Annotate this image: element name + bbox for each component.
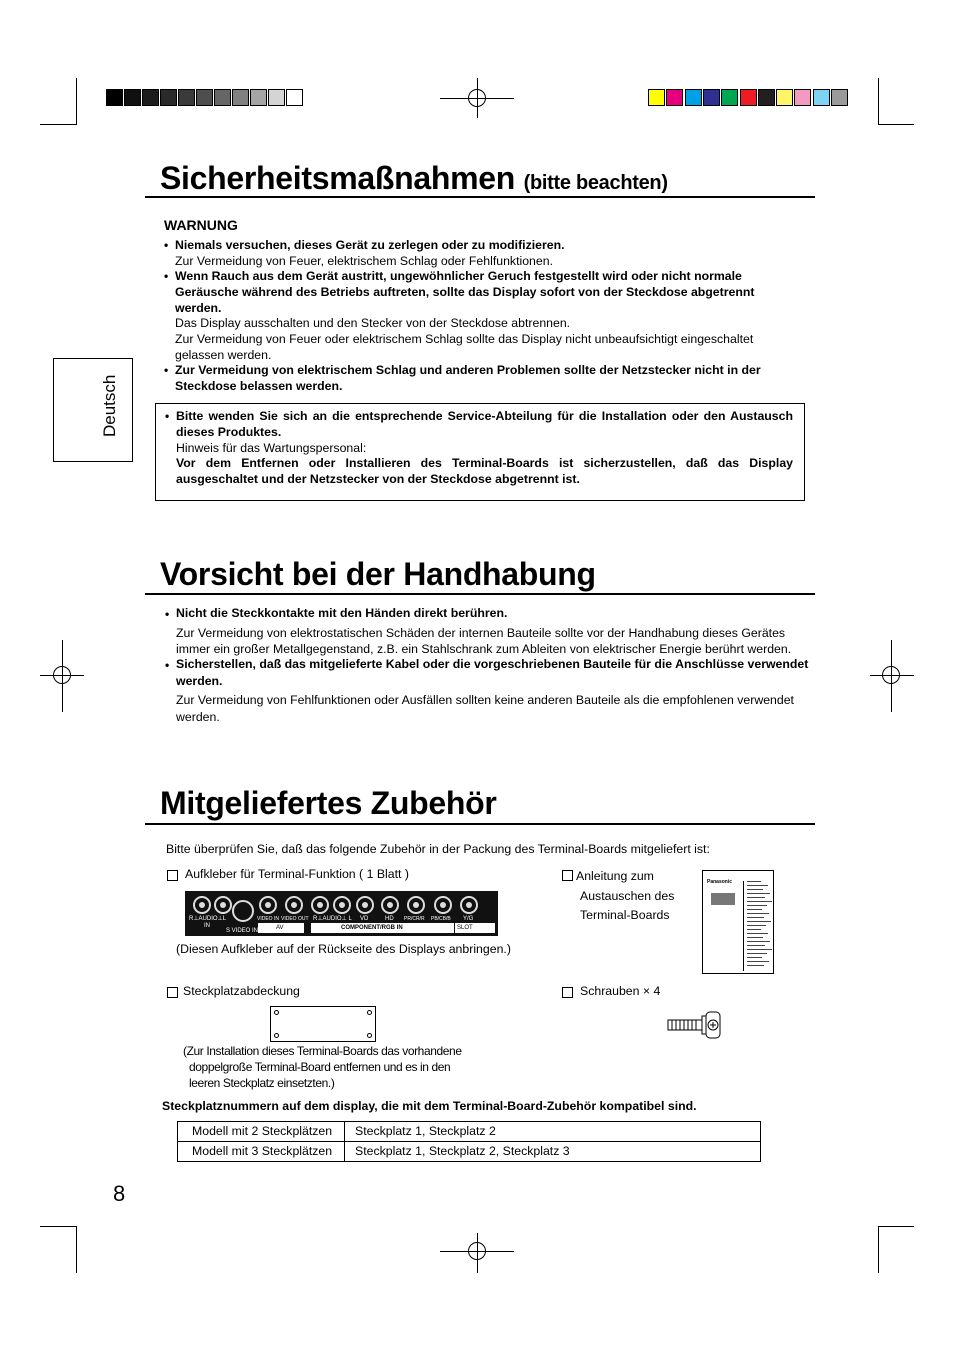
sticker-text: VIDEO OUT bbox=[281, 916, 309, 922]
manual-line bbox=[747, 925, 766, 926]
crop-mark bbox=[878, 1226, 879, 1273]
cover-label: Steckplatzabdeckung bbox=[183, 984, 300, 998]
manual-line bbox=[747, 937, 763, 938]
manual-line bbox=[747, 917, 764, 918]
terminal-sticker-image bbox=[185, 891, 498, 936]
manual-line bbox=[747, 901, 772, 902]
handling-item-2: Sicherstellen, daß das mitgelieferte Kabel oder die vorgeschriebenen Bauteile für die Anschlüsse verwendet werden. Zur Vermeidung von Fehlfunktionen oder Ausfällen sollten keine anderen Bauteile als die empfohlenen verwendet werden. bbox=[176, 657, 809, 724]
manual-line bbox=[747, 897, 765, 898]
sticker-text: S VIDEO IN bbox=[226, 928, 259, 934]
color-swatch bbox=[685, 89, 702, 106]
slot-cover-image bbox=[270, 1006, 376, 1042]
manual-line bbox=[747, 905, 767, 906]
crop-mark bbox=[76, 78, 77, 125]
sticker-text: PR/CR/R bbox=[404, 916, 425, 922]
warning-item-3: Zur Vermeidung von elektrischem Schlag und anderen Problemen sollte der Netzstecker nicht in der Steckdose belassen werden. bbox=[175, 363, 761, 393]
table-cell: Steckplatz 1, Steckplatz 2 bbox=[345, 1122, 761, 1142]
gray-swatch bbox=[214, 89, 231, 106]
gray-swatch bbox=[286, 89, 303, 106]
table-row bbox=[178, 1122, 761, 1142]
checkbox-cover bbox=[167, 987, 178, 998]
gray-swatch bbox=[160, 89, 177, 106]
table-cell: Steckplatz 1, Steckplatz 2, Steckplatz 3 bbox=[345, 1142, 761, 1162]
color-swatch bbox=[721, 89, 738, 106]
manual-line bbox=[747, 949, 772, 950]
manual-line bbox=[747, 885, 768, 886]
title-rule bbox=[145, 823, 815, 825]
warning-item-1: Niemals versuchen, dieses Gerät zu zerlegen oder zu modifizieren. Zur Vermeidung von Feuer, elektrischem Schlag oder Fehlfunktionen. bbox=[175, 238, 565, 268]
sticker-text: AV bbox=[276, 925, 284, 931]
sticker-label: Aufkleber für Terminal-Funktion ( 1 Blatt ) bbox=[185, 867, 409, 881]
manual-line bbox=[747, 893, 770, 894]
sticker-text: R⊥AUDIO⊥ L bbox=[313, 916, 352, 922]
gray-swatch bbox=[178, 89, 195, 106]
sticker-text: R⊥AUDIO⊥L bbox=[189, 916, 227, 922]
crop-mark bbox=[878, 1226, 914, 1227]
color-swatch bbox=[648, 89, 665, 106]
title-rule bbox=[145, 196, 815, 198]
language-tab-label: Deutsch bbox=[100, 374, 119, 437]
manual-line bbox=[747, 945, 765, 946]
manual-line bbox=[747, 929, 761, 930]
sticker-text: Y/G bbox=[463, 916, 474, 922]
gray-swatch bbox=[196, 89, 213, 106]
gray-swatch bbox=[250, 89, 267, 106]
manual-line bbox=[747, 933, 768, 934]
manual-text-lines bbox=[743, 881, 772, 971]
section-title-safety: Sicherheitsmaßnahmen (bitte beachten) bbox=[160, 160, 668, 196]
crop-mark bbox=[878, 78, 879, 125]
color-swatch bbox=[703, 89, 720, 106]
crop-mark bbox=[40, 124, 76, 125]
accessories-intro: Bitte überprüfen Sie, daß das folgende Zubehör in der Packung des Terminal-Boards mitgeliefert ist: bbox=[166, 842, 710, 856]
manual-line bbox=[747, 909, 762, 910]
section-title-accessories: Mitgeliefertes Zubehör bbox=[160, 785, 497, 821]
screw-image bbox=[667, 1010, 725, 1040]
page-number: 8 bbox=[113, 1181, 126, 1206]
checkbox-screws bbox=[562, 987, 573, 998]
gray-swatch bbox=[232, 89, 249, 106]
table-row bbox=[178, 1142, 761, 1162]
manual-line bbox=[747, 921, 771, 922]
table-cell: Modell mit 3 Steckplätzen bbox=[178, 1142, 345, 1162]
bullet: • bbox=[165, 658, 170, 672]
color-swatch bbox=[794, 89, 811, 106]
color-swatch bbox=[776, 89, 793, 106]
cover-note: (Zur Installation dieses Terminal-Boards das vorhandene doppelgroße Terminal-Board entfernen und es in den leeren Steckplatz einsetzten.) bbox=[183, 1044, 462, 1090]
screws-label: Schrauben × 4 bbox=[580, 984, 661, 998]
checkbox-sticker bbox=[167, 870, 178, 881]
gray-swatch bbox=[106, 89, 123, 106]
manual-photo bbox=[711, 893, 735, 905]
manual-line bbox=[747, 881, 761, 882]
manual-label: Anleitung zum Austauschen des Terminal-Boards bbox=[576, 869, 675, 922]
manual-line bbox=[747, 953, 767, 954]
title-rule bbox=[145, 593, 815, 595]
compat-table bbox=[177, 1121, 761, 1162]
gray-swatch bbox=[124, 89, 141, 106]
sticker-text: COMPONENT/RGB IN bbox=[341, 925, 403, 931]
language-tab bbox=[53, 358, 133, 462]
manual-line bbox=[747, 965, 764, 966]
sticker-note: (Diesen Aufkleber auf der Rückseite des Displays anbringen.) bbox=[176, 942, 511, 956]
table-cell: Modell mit 2 Steckplätzen bbox=[178, 1122, 345, 1142]
crop-mark bbox=[40, 1226, 76, 1227]
manual-line bbox=[747, 913, 769, 914]
sticker-text: IN bbox=[204, 923, 210, 929]
sticker-text: VIDEO IN bbox=[257, 916, 279, 922]
color-swatch bbox=[831, 89, 848, 106]
manual-line bbox=[747, 889, 763, 890]
manual-brand: Panasonic bbox=[707, 879, 733, 885]
crop-mark bbox=[878, 124, 914, 125]
color-swatch bbox=[813, 89, 830, 106]
bullet: • bbox=[164, 238, 169, 252]
warning-label: WARNUNG bbox=[164, 217, 238, 233]
bullet: • bbox=[165, 607, 170, 621]
service-notice-text: Bitte wenden Sie sich an die entsprechende Service-Abteilung für die Installation oder den Austausch dieses Produktes. Hinweis für das Wartungspersonal: Vor dem Entfernen oder Installieren des Terminal-Boards ist sicherzustellen, daß das Display ausgeschaltet und der Netzstecker von der Steckdose abgetrennt ist. bbox=[176, 409, 793, 487]
gray-swatch bbox=[142, 89, 159, 106]
bullet: • bbox=[164, 363, 169, 377]
color-swatch bbox=[758, 89, 775, 106]
sticker-text: SLOT bbox=[457, 925, 473, 931]
manual-line bbox=[747, 957, 762, 958]
sticker-text: PB/CB/B bbox=[431, 916, 451, 922]
gray-swatch bbox=[268, 89, 285, 106]
color-swatch bbox=[666, 89, 683, 106]
sticker-text: HD bbox=[385, 916, 394, 922]
compat-heading: Steckplatznummern auf dem display, die mit dem Terminal-Board-Zubehör kompatibel sind. bbox=[162, 1099, 697, 1113]
color-swatch bbox=[740, 89, 757, 106]
manual-line bbox=[747, 961, 769, 962]
checkbox-manual bbox=[562, 870, 573, 881]
sticker-text: VD bbox=[360, 916, 369, 922]
svideo-jack bbox=[232, 900, 254, 922]
crop-mark bbox=[76, 1226, 77, 1273]
warning-item-2: Wenn Rauch aus dem Gerät austritt, ungewöhnlicher Geruch festgestellt wird oder nicht normale Geräusche während des Betriebs auftreten, sollte das Display sofort von der Steckdose abgetrennt werden. Das Display ausschalten und den Stecker von der Steckdose abtrennen. Zur Vermeidung von Feuer oder elektrischem Schlag sollte das Display nicht unbeaufsichtigt eingeschaltet gelassen werden. bbox=[175, 269, 755, 362]
bullet: • bbox=[165, 409, 170, 423]
manual-line bbox=[747, 941, 770, 942]
bullet: • bbox=[164, 269, 169, 283]
manual-image bbox=[702, 870, 774, 974]
section-title-handling: Vorsicht bei der Handhabung bbox=[160, 556, 596, 592]
handling-item-1: Nicht die Steckkontakte mit den Händen direkt berühren. Zur Vermeidung von elektrostatischen Schäden der internen Bauteile sollte vor der Handhabung dieses Gerätes immer ein großer Metallgegenstand, z.B. ein Stahlschrank zum Ableiten von elektrischer Energie berührt werden. bbox=[176, 606, 792, 656]
section-subtitle: (bitte beachten) bbox=[523, 172, 668, 194]
